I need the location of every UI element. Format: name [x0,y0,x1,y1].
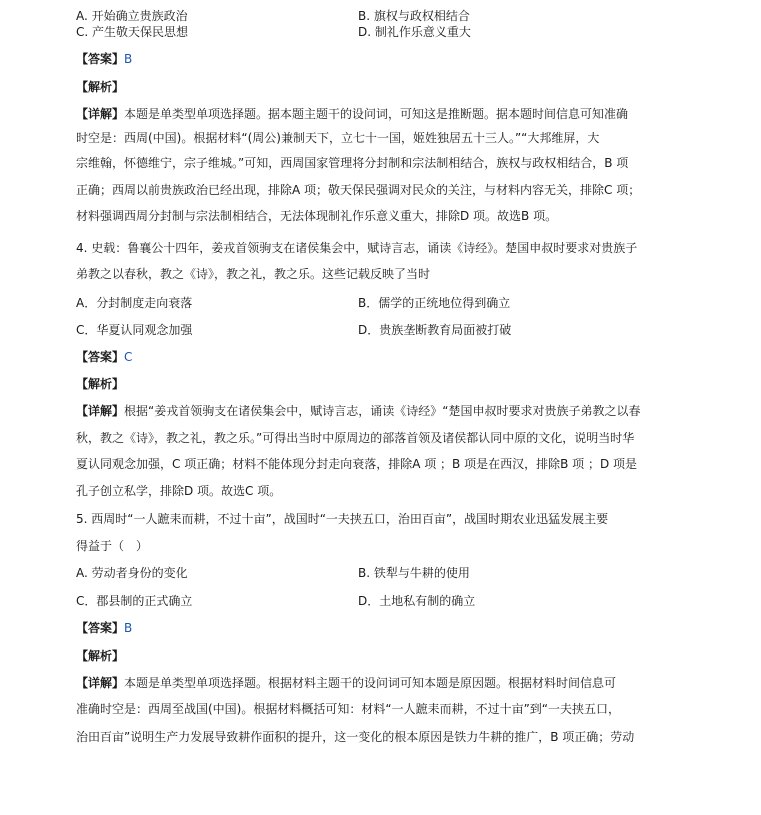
detail-text: 根据“姜戎首领驹支在诸侯集会中，赋诗言志，诵读《诗经》“楚国申叔时要求对贵族子弟教之以春 [124,404,641,418]
analysis-tag: 【解析】 [76,649,125,663]
answer-value: B [124,621,133,635]
q3-option-c: C. 产生敬天保民思想 [76,25,189,39]
q4-answer [76,349,132,365]
q4-stem-line-2: 弟教之以春秋，教之《诗》，教之礼，教之乐。这些记载反映了当时 [76,267,431,281]
answer-tag: 【答案】 [76,52,125,66]
q4-option-c: C．华夏认同观念加强 [76,323,193,337]
q3-detail-line-4: 正确；西周以前贵族政治已经出现，排除A 项；敬天保民强调对民众的关注，与材料内容无关，排除C 项； [76,183,641,197]
q5-analysis-tag [76,648,124,664]
q3-analysis-tag [76,79,124,95]
q3-detail-line-3: 宗维翰，怀德维宁，宗子维城。”可知，西周国家管理将分封制和宗法制相结合，族权与政权相结合，B 项 [76,156,629,170]
q3-detail-line-1 [76,106,628,122]
detail-tag: 【详解】 [76,676,125,690]
q3-detail-line-2: 时空是：西周(中国)。根据材料“(周公)兼制天下，立七十一国，姬姓独居五十三人。”“大邦维屏，大 [76,131,600,145]
answer-value: C [124,350,133,364]
detail-text: 本题是单类型单项选择题。据本题主题干的设问词，可知这是推断题。据本题时间信息可知准确 [124,107,629,121]
q4-option-a: A．分封制度走向衰落 [76,296,193,310]
q4-detail-line-4: 孔子创立私学，排除D 项。故选C 项。 [76,484,282,498]
q5-option-d: D．土地私有制的确立 [358,594,476,608]
answer-tag: 【答案】 [76,350,125,364]
q3-option-d: D. 制礼作乐意义重大 [358,25,471,39]
q3-option-a: A. 开始确立贵族政治 [76,9,188,23]
analysis-tag: 【解析】 [76,377,125,391]
analysis-tag: 【解析】 [76,80,125,94]
q3-option-b: B. 旗权与政权相结合 [358,9,470,23]
q5-detail-line-1 [76,675,616,691]
q4-detail-line-3: 夏认同观念加强，C 项正确；材料不能体现分封走向衰落，排除A 项 ；B 项是在西汉，排除B 项 ；D 项是 [76,457,637,471]
q4-option-b: B．儒学的正统地位得到确立 [358,296,511,310]
q4-stem-line-1: 4. 史载：鲁襄公十四年，姜戎首领驹支在诸侯集会中，赋诗言志，诵读《诗经》。楚国申叔时要求对贵族子 [76,241,638,255]
q4-detail-line-1 [76,403,640,419]
q5-option-a: A. 劳动者身份的变化 [76,566,188,580]
q4-detail-line-2: 秋，教之《诗》，教之礼，教之乐。”可得出当时中原周边的部落首领及诸侯都认同中原的文化，说明当时华 [76,431,635,445]
q5-detail-line-2: 准确时空是：西周至战国(中国)。根据材料概括可知：材料“一人蹠耒而耕，不过十亩”到“一夫挟五口， [76,702,621,716]
q5-option-b: B. 铁犁与牛耕的使用 [358,566,470,580]
q5-option-c: C．郡县制的正式确立 [76,594,193,608]
q4-analysis-tag [76,376,124,392]
q5-answer [76,620,132,636]
detail-tag: 【详解】 [76,404,125,418]
q3-detail-line-5: 材料强调西周分封制与宗法制相结合，无法体现制礼作乐意义重大，排除D 项。故选B 项。 [76,209,558,223]
answer-value: B [124,52,133,66]
detail-text: 本题是单类型单项选择题。根据材料主题干的设问词可知本题是原因题。根据材料时间信息可 [124,676,617,690]
detail-tag: 【详解】 [76,107,125,121]
answer-tag: 【答案】 [76,621,125,635]
q5-stem-line-1: 5. 西周时“一人蹠耒而耕，不过十亩”，战国时“一夫挟五口，治田百亩”，战国时期农业迅猛发展主要 [76,512,609,526]
q3-answer [76,51,132,67]
q4-option-d: D．贵族垄断教育局面被打破 [358,323,512,337]
q5-detail-line-3: 治田百亩”说明生产力发展导致耕作面积的提升，这一变化的根本原因是铁力牛耕的推广，B 项正确；劳动 [76,730,635,744]
q5-stem-line-2: 得益于（ ） [76,539,149,553]
